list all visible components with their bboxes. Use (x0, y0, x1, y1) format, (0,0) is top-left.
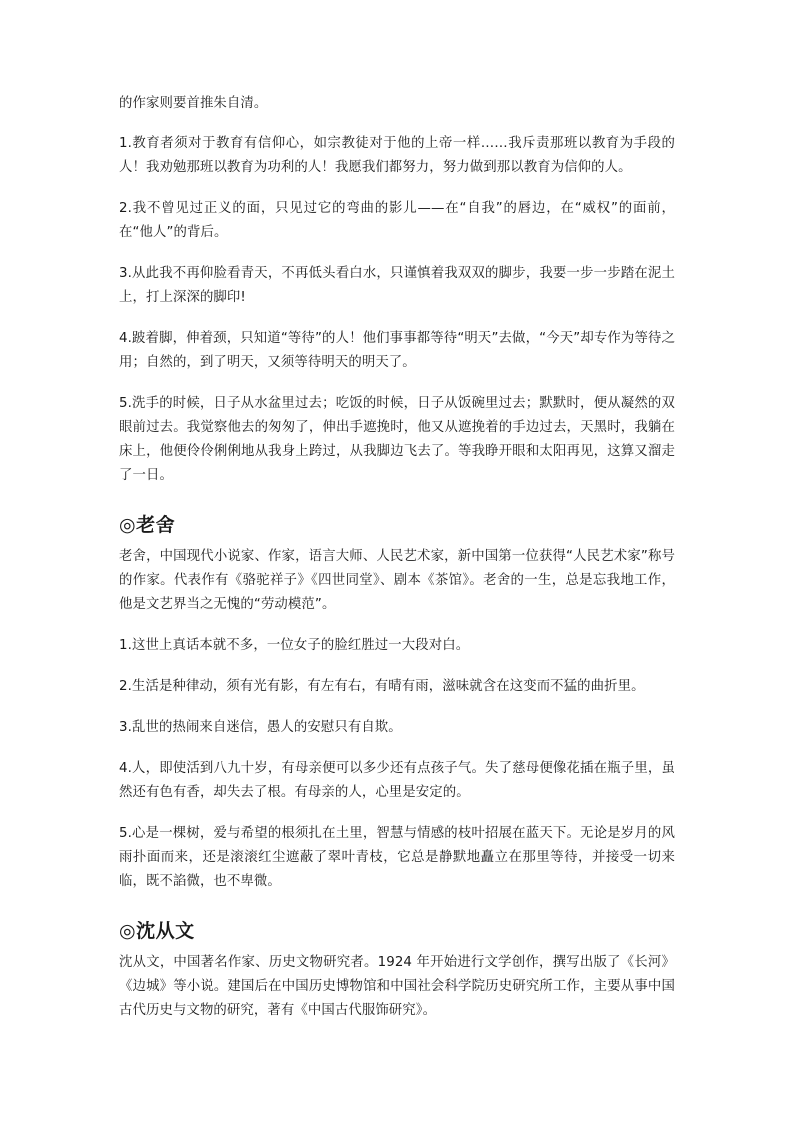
quote-paragraph: 1.这世上真话本就不多，一位女子的脸红胜过一大段对白。 (119, 638, 470, 653)
quote-paragraph: 2.我不曾见过正义的面，只见过它的弯曲的影儿——在“自我”的唇边，在“威权”的面前，在“他人”的背后。 (119, 201, 675, 240)
quote-paragraph: 3.从此我不再仰脸看青天，不再低头看白水，只谨慎着我双双的脚步，我要一步一步踏在泥土上，打上深深的脚印! (119, 266, 675, 305)
author-bio-laoshe: 老舍，中国现代小说家、作家，语言大师、人民艺术家，新中国第一位获得“人民艺术家”称号的作家。代表作有《骆驼祥子》《四世同堂》、剧本《茶馆》。老舍的一生，总是忘我地工作，他是文艺界当之无愧的“劳动模范”。 (119, 549, 675, 612)
quote-paragraph: 2.生活是种律动，须有光有影，有左有右，有晴有雨，滋味就含在这变而不猛的曲折里。 (119, 679, 645, 694)
quote-paragraph: 4.人，即使活到八九十岁，有母亲便可以多少还有点孩子气。失了慈母便像花插在瓶子里，虽然还有色有香，却失去了根。有母亲的人，心里是安定的。 (119, 761, 675, 800)
quote-paragraph: 4.跛着脚，伸着颈，只知道“等待”的人！他们事事都等待“明天”去做，“今天”却专作为等待之用；自然的，到了明天，又须等待明天的明天了。 (119, 331, 675, 370)
intro-line: 的作家则要首推朱自清。 (119, 96, 268, 111)
quote-paragraph: 5.洗手的时候，日子从水盆里过去；吃饭的时候，日子从饭碗里过去；默默时，便从凝然的双眼前过去。我觉察他去的匆匆了，伸出手遮挽时，他又从遮挽着的手边过去，天黑时，我躺在床上，他便伶伶俐俐地从我身上跨过，从我脚边飞去了。等我睁开眼和太阳再见，这算又溜走了一日。 (119, 396, 675, 483)
author-bio-shencongwen: 沈从文，中国著名作家、历史文物研究者。1924 年开始进行文学创作，撰写出版了《长河》《边城》等小说。建国后在中国历史博物馆和中国社会科学院历史研究所工作，主要从事中国古代历史与文物的研究，著有《中国古代服饰研究》。 (119, 955, 675, 1018)
quote-paragraph: 1.教育者须对于教育有信仰心，如宗教徒对于他的上帝一样……我斥责那班以教育为手段的人！我劝勉那班以教育为功利的人！我愿我们都努力，努力做到那以教育为信仰的人。 (119, 136, 675, 175)
quote-paragraph: 5.心是一棵树，爱与希望的根须扎在土里，智慧与情感的枝叶招展在蓝天下。无论是岁月的风雨扑面而来，还是滚滚红尘遮蔽了翠叶青枝，它总是静默地矗立在那里等待，并接受一切来临，既不諂微，也不卑微。 (119, 826, 675, 889)
section-heading-shencongwen: ◎沈从文 (119, 920, 195, 942)
section-heading-laoshe: ◎老舍 (119, 514, 176, 536)
document-body (119, 92, 675, 1040)
quote-paragraph: 3.乱世的热闹来自迷信，愚人的安慰只有自欺。 (119, 720, 402, 735)
laoshe-quotes (119, 634, 675, 894)
zhu-quotes (119, 132, 675, 488)
